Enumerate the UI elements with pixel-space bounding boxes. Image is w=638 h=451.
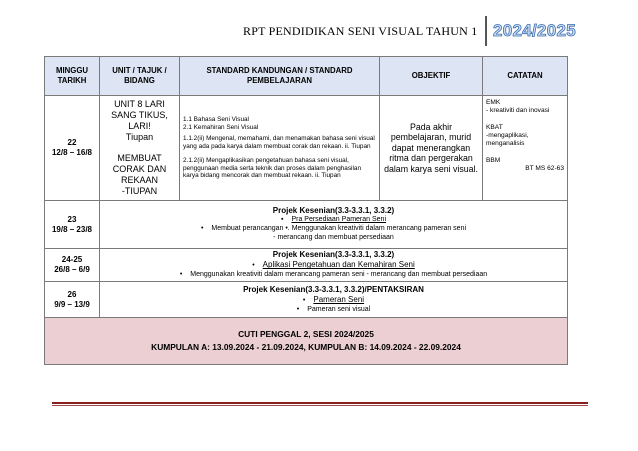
bullet-icon: •	[296, 305, 300, 313]
week-cell: 26 9/9 – 13/9	[45, 282, 100, 318]
header-separator	[485, 16, 487, 46]
standard-cell: 1.1 Bahasa Seni Visual 2.1 Kemahiran Seni Visual 1.1.2(ii) Mengenal, memahami, dan menamakan bahasa seni visual yang ada pada karya dalam membuat corak dan rekaan. ii. Tiupan 2.1.2(ii) Mengaplikasikan pengetahuan bahasa seni visual, penggunaan media serta teknik dan proses dalam penghasilan karya bidang mencorak dan membuat rekaan. ii. Tiupan	[180, 96, 380, 201]
project-bullet-cont: - merancang dan membuat persediaan	[273, 233, 394, 241]
page-header	[243, 14, 576, 48]
project-bullet: Pameran Seni	[313, 294, 365, 304]
rpt-table	[44, 56, 568, 365]
header-title: RPT PENDIDIKAN SENI VISUAL TAHUN 1	[243, 23, 478, 38]
project-title: Projek Kesenian(3.3-3.3.1, 3.3.2)	[272, 250, 395, 260]
objektif-cell: Pada akhir pembelajaran, murid dapat menerangkan ritma dan pergerakan dalam karya seni visual.	[380, 96, 483, 201]
project-cell	[100, 201, 568, 249]
unit-cell: UNIT 8 LARI SANG TIKUS, LARI! Tiupan MEMBUAT CORAK DAN REKAAN -TIUPAN	[100, 96, 180, 201]
bullet-icon: •	[302, 296, 306, 304]
header-year: 2024/2025	[492, 21, 576, 40]
project-cell	[100, 282, 568, 318]
project-title: Projek Kesenian(3.3-3.3.1, 3.3.2)/PENTAKSIRAN	[243, 284, 424, 294]
week-cell: 24-25 26/8 – 6/9	[45, 249, 100, 282]
table-row-week-26	[45, 282, 568, 318]
cuti-cell	[45, 318, 568, 365]
table-row-week-23	[45, 201, 568, 249]
footer-rule-thin	[52, 405, 588, 406]
week-cell: 22 12/8 – 16/8	[45, 96, 100, 201]
col-unit: UNIT / TAJUK / BIDANG	[100, 57, 180, 96]
bullet-icon: •	[200, 225, 204, 233]
col-objektif: OBJEKTIF	[380, 57, 483, 96]
bullet-icon: •	[179, 271, 183, 278]
table-row-week-22	[45, 96, 568, 201]
project-bullet: Menggunakan kreativiti dalam merancang pameran seni - merancang dan membuat persediaan	[190, 271, 488, 278]
table-row-cuti	[45, 318, 568, 365]
project-bullet: Membuat perancangan •. Menggunakan kreativiti dalam merancang pameran seni	[211, 225, 467, 233]
project-bullet: Aplikasi Pengetahuan dan Kemahiran Seni	[262, 260, 415, 270]
week-cell: 23 19/8 – 23/8	[45, 201, 100, 249]
catatan-cell: EMK - kreativiti dan inovasi KBAT -mengaplikasi, menganalisis BBM BT MS 62-63	[483, 96, 568, 201]
project-bullet: Pameran seni visual	[307, 305, 371, 313]
col-minggu: MINGGU TARIKH	[45, 57, 100, 96]
project-cell	[100, 249, 568, 282]
table-row-week-24	[45, 249, 568, 282]
footer-rule	[52, 402, 588, 404]
col-catatan: CATATAN	[483, 57, 568, 96]
cuti-line2: KUMPULAN A: 13.09.2024 - 21.09.2024, KUMPULAN B: 14.09.2024 - 22.09.2024	[151, 342, 461, 352]
col-sk: STANDARD KANDUNGAN / STANDARD PEMBELAJARAN	[180, 57, 380, 96]
cuti-line1: CUTI PENGGAL 2, SESI 2024/2025	[238, 328, 374, 339]
bullet-icon: •	[252, 262, 255, 270]
project-bullet: Pra Persediaan Pameran Seni	[291, 216, 387, 224]
bullet-icon: ▪	[280, 216, 284, 224]
project-title: Projek Kesenian(3.3-3.3.1, 3.3.2)	[272, 206, 395, 216]
table-header-row	[45, 57, 568, 96]
